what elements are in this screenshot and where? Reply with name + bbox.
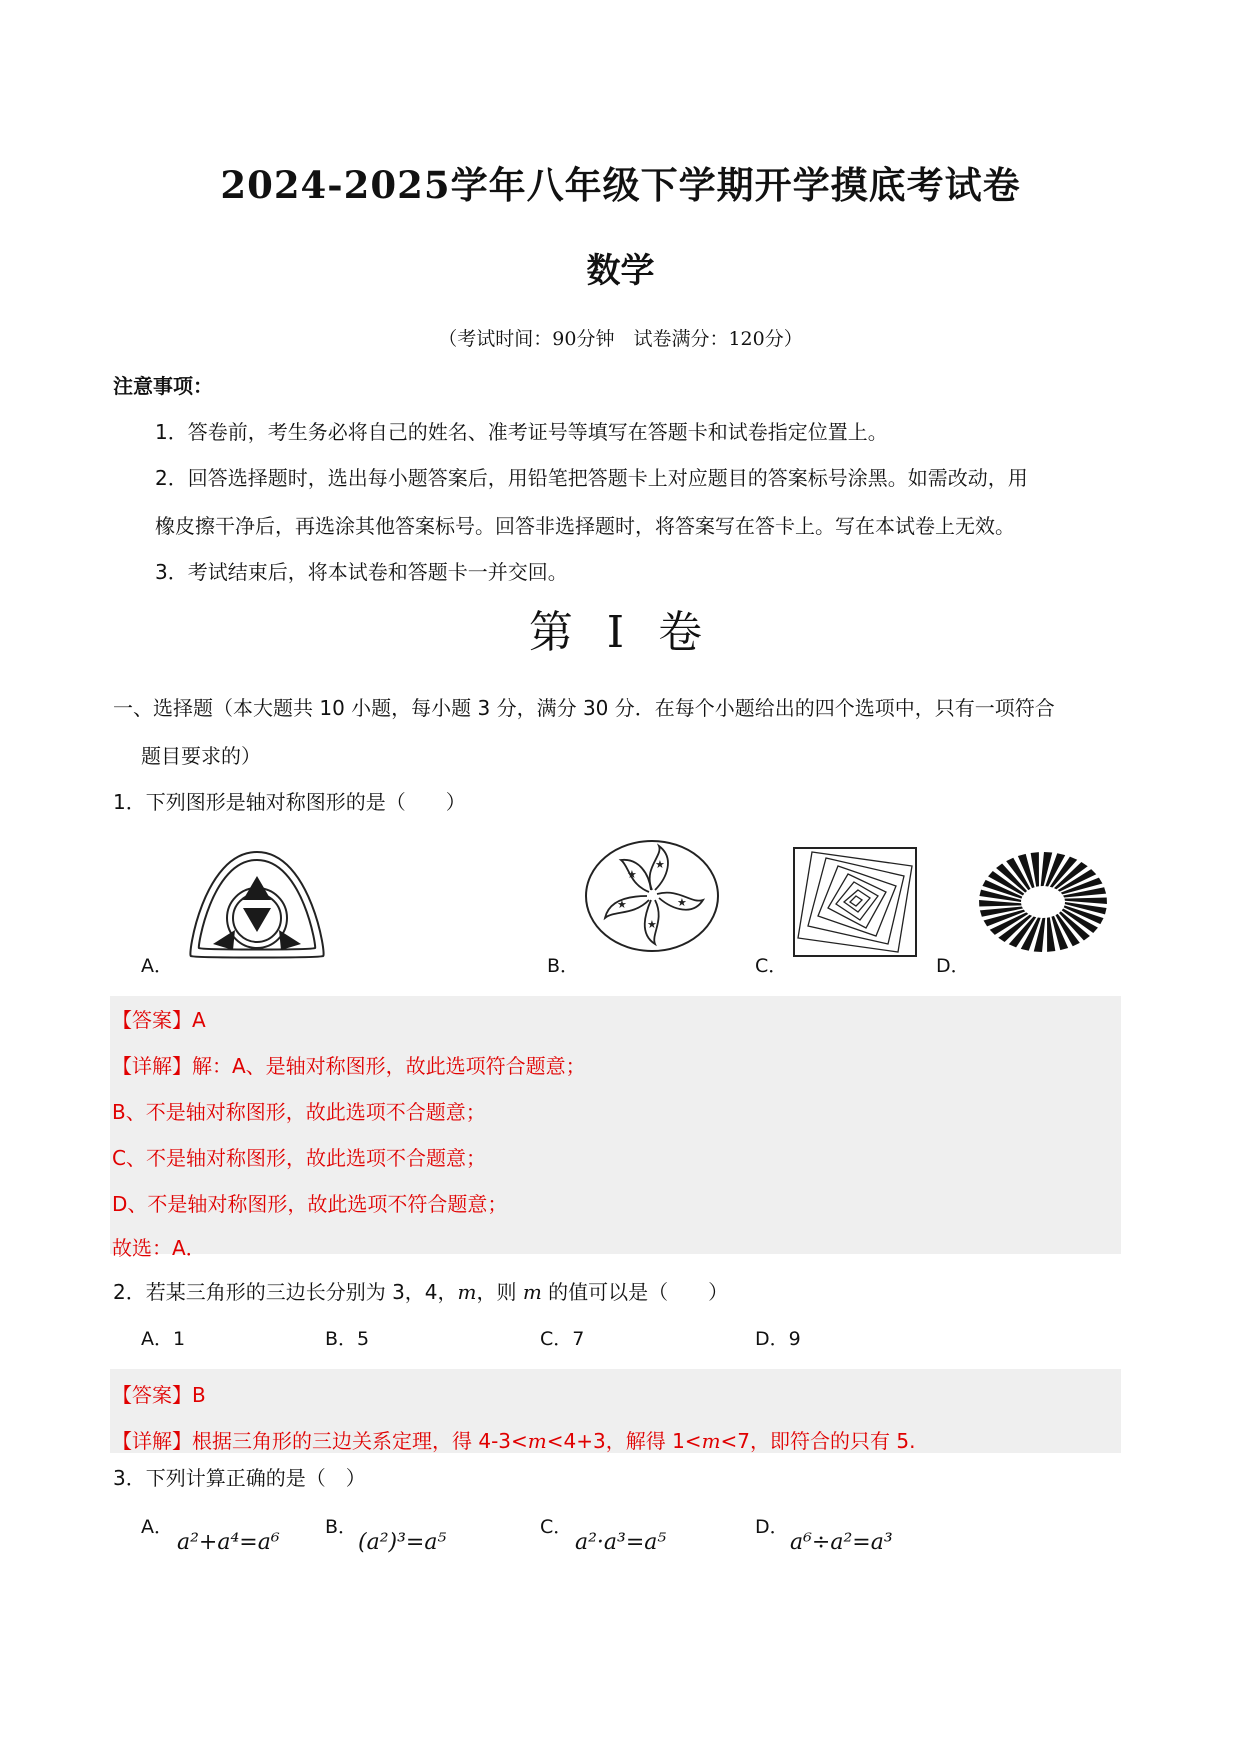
q1-stem: 1．下列图形是轴对称图形的是（ ） (113, 790, 466, 814)
q2-detail-part-b: <4+3，解得 1< (546, 1429, 702, 1453)
svg-text:★: ★ (647, 918, 657, 931)
q2-var-m: m (457, 1280, 477, 1304)
q2-answer: 【答案】B (112, 1383, 206, 1407)
q2-option-d: D．9 (755, 1328, 801, 1350)
q1-detail-2: B、不是轴对称图形，故此选项不合题意； (112, 1100, 486, 1124)
q2-stem (113, 1276, 728, 1305)
q1-option-d: D． (936, 955, 970, 977)
svg-text:★: ★ (655, 858, 665, 871)
q3-expr-b: (a²)³=a⁵ (358, 1530, 447, 1555)
q3-option-d: D． (755, 1516, 789, 1538)
q3-stem: 3．下列计算正确的是（ ） (113, 1466, 366, 1490)
q2-detail (112, 1425, 915, 1454)
notice-item-2-cont: 橡皮擦干净后，再选涂其他答案标号。回答非选择题时，将答案写在答卡上。写在本试卷上无效。 (155, 514, 1015, 538)
exam-title: 2024-2025学年八年级下学期开学摸底考试卷 (220, 163, 1021, 207)
q1-detail-1: 【详解】解：A、是轴对称图形，故此选项符合题意； (112, 1054, 586, 1078)
subject-title: 数学 (586, 251, 655, 291)
svg-text:★: ★ (617, 898, 627, 911)
q1-answer: 【答案】A (112, 1008, 206, 1032)
q1-option-c: C． (755, 955, 788, 977)
q2-detail-part-c: <7，即符合的只有 5. (720, 1429, 916, 1453)
svg-text:★: ★ (627, 868, 637, 881)
q1-answer-box (110, 996, 1121, 1260)
notice-item-3: 3．考试结束后，将本试卷和答题卡一并交回。 (155, 560, 568, 584)
notice-heading: 注意事项： (113, 374, 213, 398)
q3-expr-c: a²·a³=a⁵ (575, 1530, 667, 1555)
notice-item-2: 2．回答选择题时，选出每小题答案后，用铅笔把答题卡上对应题目的答案标号涂黑。如需改动，用 (155, 466, 1028, 490)
q1-option-a: A． (141, 955, 173, 977)
q2-stem-part-b: ，则 (476, 1280, 523, 1304)
q3-option-c: C． (540, 1516, 573, 1538)
q3-expr-d: a⁶÷a²=a³ (790, 1530, 893, 1555)
q3-option-a: A． (141, 1516, 173, 1538)
spiral-squares-figure (792, 846, 918, 958)
section-1-heading: 一、选择题（本大题共 10 小题，每小题 3 分，满分 30 分．在每个小题给出的四个选项中，只有一项符合 (113, 696, 1055, 720)
q1-detail-5: 故选：A． (112, 1236, 206, 1260)
q2-option-b: B．5 (325, 1328, 370, 1350)
q2-stem-part-c: 的值可以是（ ） (541, 1280, 729, 1304)
q2-option-c: C．7 (540, 1328, 585, 1350)
q3-expr-a: a²+a⁴=a⁶ (177, 1530, 280, 1555)
q2-detail-var-m-2: m (701, 1429, 721, 1453)
volume-heading: 第 I 卷 (528, 607, 713, 658)
section-1-heading-cont: 题目要求的） (141, 744, 261, 768)
q1-detail-3: C、不是轴对称图形，故此选项不合题意； (112, 1146, 486, 1170)
exam-info: （考试时间：90分钟 试卷满分：120分） (438, 328, 803, 350)
q1-option-b: B． (547, 955, 580, 977)
q2-detail-var-m: m (527, 1429, 547, 1453)
notice-item-1: 1．答卷前，考生务必将自己的姓名、准考证号等填写在答题卡和试卷指定位置上。 (155, 420, 888, 444)
q2-detail-part-a: 【详解】根据三角形的三边关系定理，得 4-3< (112, 1429, 528, 1453)
radial-ring-figure (976, 850, 1110, 954)
q3-option-b: B． (325, 1516, 358, 1538)
q2-option-a: A．1 (141, 1328, 186, 1350)
triquetra-figure (183, 848, 331, 963)
q2-stem-part-a: 2．若某三角形的三边长分别为 3，4， (113, 1280, 458, 1304)
q1-detail-4: D、不是轴对称图形，故此选项不符合题意； (112, 1192, 508, 1216)
q2-answer-box (110, 1369, 1121, 1453)
bauhinia-figure (583, 838, 721, 954)
q2-var-m-2: m (522, 1280, 542, 1304)
svg-text:★: ★ (677, 896, 687, 909)
